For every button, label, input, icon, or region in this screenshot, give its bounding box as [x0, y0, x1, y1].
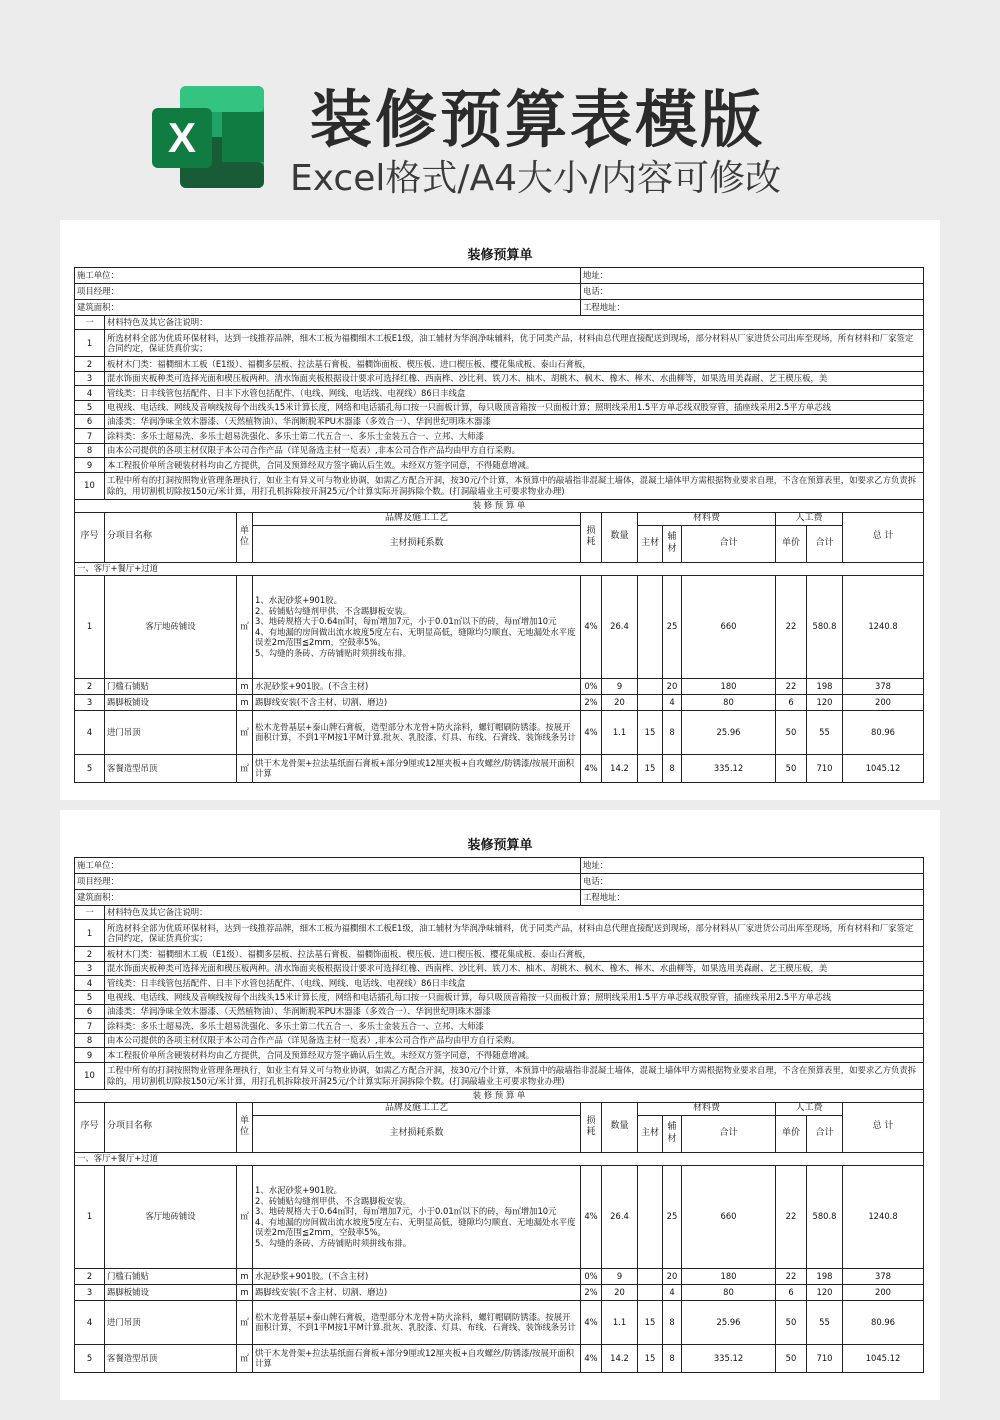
sub-title: 装 修 预 算 单	[75, 1089, 924, 1102]
col-aux: 辅材	[663, 525, 682, 562]
row-labor-price: 50	[776, 1344, 807, 1372]
note-number: 4	[75, 386, 105, 400]
row-name: 客厅地砖铺设	[105, 1165, 237, 1268]
row-labor-total: 198	[807, 1268, 843, 1284]
row-mat-total: 660	[682, 1165, 776, 1268]
sheet-title: 装修预算单	[467, 248, 533, 263]
col-material: 材料费	[638, 1102, 776, 1115]
row-labor-total: 55	[807, 1300, 843, 1344]
col-no: 序号	[75, 1102, 105, 1152]
row-unit: m	[237, 1284, 253, 1300]
row-no: 2	[75, 678, 105, 694]
row-loss: 2%	[581, 694, 602, 710]
row-labor-price: 22	[776, 1165, 807, 1268]
row-labor-total: 55	[807, 710, 843, 754]
row-loss: 0%	[581, 1268, 602, 1284]
col-loss: 损耗	[581, 1102, 602, 1152]
info-area: 建筑面积：	[75, 890, 581, 906]
row-name: 踢脚板铺设	[105, 694, 237, 710]
row-desc: 烘干木龙骨架+拉法基纸面石膏板+部分9厘或12厘夹板+自攻螺丝/防锈漆/按展开面积计算	[253, 1344, 581, 1372]
note-number: 1	[75, 920, 105, 947]
note-text: 工程中所有的打洞按照物业管理条理执行，如业主有异义可与物业协调，如需乙方配合开洞，按30元/个计算，本预算中的敲墙指非混凝土墙体，混凝土墙体甲方需根据物业要求自理，不含在预算表里，如要求乙方负责拆除的，用切割机切除按150元/米计算，用打孔机拆除按开洞25元/个计算实际开洞拆除个数。(打洞敲墙业主可要求物业办理)	[105, 1062, 924, 1089]
col-labor: 人工费	[776, 512, 843, 525]
col-name: 分项目名称	[105, 1102, 237, 1152]
row-qty: 9	[602, 1268, 638, 1284]
row-labor-total: 580.8	[807, 575, 843, 678]
col-labor-price: 单价	[776, 525, 807, 562]
row-no: 4	[75, 710, 105, 754]
row-aux: 8	[663, 1344, 682, 1372]
row-desc: 1、水泥砂浆+901胶。 2、砖铺贴勾缝剂甲供、不含踢脚板安装。 3、地砖规格大于0.64㎡时，每㎡增加7元，小于0.01㎡以下的砖，每㎡增加10元 4、有地漏的房间做出流水坡度5度左右、无明显高低，缝隙均匀顺直、无地漏处水平度误差2m范围≦2mm，空鼓率5%。 5、勾缝的条砖、方砖铺贴时须拼线布排。	[253, 1165, 581, 1268]
info-phone: 电话：	[581, 874, 924, 890]
row-desc: 踢脚线安装(不含主材、切割、磨边)	[253, 694, 581, 710]
info-address: 地址：	[581, 268, 924, 284]
row-labor-total: 120	[807, 694, 843, 710]
note-text: 油漆类：华润净味全效木器漆、（天然植物油）、华润断脱苯PU木器漆（多效合一）、华润世纪明珠木器漆	[105, 414, 924, 428]
info-phone: 电话：	[581, 284, 924, 300]
sub-title: 装 修 预 算 单	[75, 499, 924, 512]
row-main: 15	[638, 1300, 663, 1344]
notes-number: 一	[75, 316, 105, 330]
note-number: 5	[75, 400, 105, 414]
note-number: 1	[75, 330, 105, 357]
row-name: 进门吊顶	[105, 710, 237, 754]
banner-subtitle: Excel格式/A4大小/内容可修改	[290, 158, 782, 199]
row-desc: 水泥砂浆+901胶。(不含主材)	[253, 1268, 581, 1284]
table-row	[75, 1268, 924, 1284]
row-no: 3	[75, 1284, 105, 1300]
row-no: 1	[75, 1165, 105, 1268]
row-qty: 1.1	[602, 1300, 638, 1344]
note-text: 涂料类：多乐士超易洗、多乐士超易洗强化、多乐士第二代五合一、多乐士金装五合一、立邦、大师漆	[105, 1019, 924, 1033]
note-text: 油漆类：华润净味全效木器漆、（天然植物油）、华润断脱苯PU木器漆（多效合一）、华润世纪明珠木器漆	[105, 1004, 924, 1018]
table-row	[75, 678, 924, 694]
row-aux: 25	[663, 575, 682, 678]
section-label: 一、客厅+餐厅+过道	[75, 562, 924, 575]
col-unit: 单位	[237, 512, 253, 562]
row-total: 1240.8	[843, 1165, 924, 1268]
row-qty: 14.2	[602, 754, 638, 782]
note-number: 2	[75, 947, 105, 961]
note-number: 4	[75, 976, 105, 990]
row-main	[638, 694, 663, 710]
row-mat-total: 335.12	[682, 1344, 776, 1372]
note-text: 由本公司提供的各项主材仅限于本公司合作产品（详见备选主材一览表）,非本公司合作产品均由甲方自行采购。	[105, 1033, 924, 1047]
row-qty: 14.2	[602, 1344, 638, 1372]
row-main: 15	[638, 710, 663, 754]
col-loss: 损耗	[581, 512, 602, 562]
row-labor-price: 50	[776, 710, 807, 754]
note-text: 本工程报价单所含硬装材料均由乙方提供，合同及预算经双方签字确认后生效。未经双方签字同意，不得随意增减。	[105, 458, 924, 472]
notes-number: 一	[75, 906, 105, 920]
col-total: 总 计	[843, 1102, 924, 1152]
row-labor-total: 710	[807, 754, 843, 782]
table-row	[75, 694, 924, 710]
row-unit: m	[237, 694, 253, 710]
row-desc: 松木龙骨基层+泰山牌石膏板，造型部分木龙骨+防火涂料，螺钉帽刷防锈漆。按展开面积计算，不到1平M按1平M计算.批灰、乳胶漆、灯具、布线、石膏线、装饰线条另计	[253, 1300, 581, 1344]
row-unit: ㎡	[237, 575, 253, 678]
row-aux: 20	[663, 678, 682, 694]
info-manager: 项目经理：	[75, 284, 581, 300]
row-total: 378	[843, 1268, 924, 1284]
row-labor-price: 6	[776, 694, 807, 710]
row-labor-total: 580.8	[807, 1165, 843, 1268]
section-label: 一、客厅+餐厅+过道	[75, 1152, 924, 1165]
row-mat-total: 80	[682, 694, 776, 710]
note-text: 涂料类：多乐士超易洗、多乐士超易洗强化、多乐士第二代五合一、多乐士金装五合一、立邦、大师漆	[105, 429, 924, 443]
row-unit: ㎡	[237, 1344, 253, 1372]
row-unit: ㎡	[237, 1300, 253, 1344]
note-number: 8	[75, 1033, 105, 1047]
note-number: 3	[75, 371, 105, 385]
info-manager: 项目经理：	[75, 874, 581, 890]
col-main: 主材	[638, 525, 663, 562]
note-text: 所选材料全部为优质环保材料，达到一线推荐品牌，细木工板为福橺细木工板E1级，油工辅材为华润净味辅料，优于同类产品，材料由总代理直接配送到现场，部分材料从厂家进货公司出库至现场，所有材料和厂家签定合同约定，保证货真价实；	[105, 330, 924, 357]
col-name: 分项目名称	[105, 512, 237, 562]
row-aux: 4	[663, 1284, 682, 1300]
note-number: 7	[75, 429, 105, 443]
row-aux: 4	[663, 694, 682, 710]
row-mat-total: 660	[682, 575, 776, 678]
row-loss: 0%	[581, 678, 602, 694]
row-total: 80.96	[843, 1300, 924, 1344]
row-name: 门槛石铺贴	[105, 1268, 237, 1284]
row-qty: 26.4	[602, 1165, 638, 1268]
row-name: 门槛石铺贴	[105, 678, 237, 694]
note-text: 工程中所有的打洞按照物业管理条理执行，如业主有异义可与物业协调，如需乙方配合开洞，按30元/个计算，本预算中的敲墙指非混凝土墙体，混凝土墙体甲方需根据物业要求自理，不含在预算表里，如要求乙方负责拆除的，用切割机切除按150元/米计算，用打孔机拆除按开洞25元/个计算实际开洞拆除个数。(打洞敲墙业主可要求物业办理)	[105, 472, 924, 499]
budget-sheet-2	[60, 810, 940, 1400]
row-unit: ㎡	[237, 1165, 253, 1268]
table-row	[75, 710, 924, 754]
row-qty: 1.1	[602, 710, 638, 754]
row-name: 客餐造型吊顶	[105, 754, 237, 782]
table-row	[75, 1300, 924, 1344]
row-labor-total: 198	[807, 678, 843, 694]
row-qty: 26.4	[602, 575, 638, 678]
row-loss: 4%	[581, 1300, 602, 1344]
note-number: 7	[75, 1019, 105, 1033]
row-no: 1	[75, 575, 105, 678]
col-brand-loss: 主材损耗系数	[253, 1115, 581, 1152]
row-main	[638, 1284, 663, 1300]
row-name: 踢脚板铺设	[105, 1284, 237, 1300]
row-mat-total: 25.96	[682, 1300, 776, 1344]
row-qty: 20	[602, 694, 638, 710]
col-labor-total: 合计	[807, 1115, 843, 1152]
note-text: 本工程报价单所含硬装材料均由乙方提供，合同及预算经双方签字确认后生效。未经双方签字同意，不得随意增减。	[105, 1048, 924, 1062]
note-text: 混水饰面夹板种类可选择光面和楔压板两种。清水饰面夹板根据设计要求可选择红橡、西南桦、沙比利、铁刀木、柚木、胡桃木、枫木、橡木、榉木、水曲柳等，如果选用美森耐、艺王楔压板，美	[105, 961, 924, 975]
col-labor-price: 单价	[776, 1115, 807, 1152]
excel-logo-icon	[150, 82, 268, 192]
note-number: 2	[75, 357, 105, 371]
row-loss: 4%	[581, 575, 602, 678]
row-mat-total: 180	[682, 678, 776, 694]
col-mat-total: 合计	[682, 1115, 776, 1152]
note-number: 5	[75, 990, 105, 1004]
row-main: 15	[638, 1344, 663, 1372]
row-labor-total: 120	[807, 1284, 843, 1300]
row-labor-price: 22	[776, 575, 807, 678]
row-labor-total: 710	[807, 1344, 843, 1372]
note-text: 电视线、电话线、网线及音响线按每个出线头15米计算长度，网络和电话插孔每口按一只面板计算，每只吸顶音箱按一只面板计算；照明线采用1.5平方单芯线双股穿管，插座线采用2.5平方单芯线	[105, 990, 924, 1004]
col-material: 材料费	[638, 512, 776, 525]
notes-title: 材料特色及其它备注说明：	[105, 316, 924, 330]
col-brand: 品牌及施工工艺	[253, 512, 581, 525]
row-loss: 2%	[581, 1284, 602, 1300]
note-number: 10	[75, 1062, 105, 1089]
note-text: 混水饰面夹板种类可选择光面和楔压板两种。清水饰面夹板根据设计要求可选择红橡、西南桦、沙比利、铁刀木、柚木、胡桃木、枫木、橡木、榉木、水曲柳等，如果选用美森耐、艺王楔压板，美	[105, 371, 924, 385]
col-aux: 辅材	[663, 1115, 682, 1152]
row-total: 1045.12	[843, 1344, 924, 1372]
row-unit: ㎡	[237, 754, 253, 782]
info-area: 建筑面积：	[75, 300, 581, 316]
note-number: 10	[75, 472, 105, 499]
col-qty: 数量	[602, 1102, 638, 1152]
row-mat-total: 335.12	[682, 754, 776, 782]
row-qty: 9	[602, 678, 638, 694]
note-number: 8	[75, 443, 105, 457]
row-desc: 水泥砂浆+901胶。(不含主材)	[253, 678, 581, 694]
row-main: 15	[638, 754, 663, 782]
row-total: 200	[843, 1284, 924, 1300]
col-mat-total: 合计	[682, 525, 776, 562]
info-site: 工程地址：	[581, 890, 924, 906]
note-number: 9	[75, 458, 105, 472]
row-loss: 4%	[581, 754, 602, 782]
note-text: 管线类：日丰线管包括配件、日丰下水管包括配件、（电线、网线、电话线、电视线）86日丰线盒	[105, 386, 924, 400]
row-total: 378	[843, 678, 924, 694]
row-desc: 1、水泥砂浆+901胶。 2、砖铺贴勾缝剂甲供、不含踢脚板安装。 3、地砖规格大于0.64㎡时，每㎡增加7元，小于0.01㎡以下的砖，每㎡增加10元 4、有地漏的房间做出流水坡度5度左右、无明显高低，缝隙均匀顺直、无地漏处水平度误差2m范围≦2mm，空鼓率5%。 5、勾缝的条砖、方砖铺贴时须拼线布排。	[253, 575, 581, 678]
col-labor: 人工费	[776, 1102, 843, 1115]
note-text: 板材木门类：福橺细木工板（E1级）、福橺多层板、拉法基石膏板、福橺饰面板、楔压板、进口楔压板、樱花集成板、泰山石膏板，	[105, 357, 924, 371]
info-site: 工程地址：	[581, 300, 924, 316]
row-aux: 20	[663, 1268, 682, 1284]
note-number: 3	[75, 961, 105, 975]
row-no: 3	[75, 694, 105, 710]
row-loss: 4%	[581, 1165, 602, 1268]
row-desc: 松木龙骨基层+泰山牌石膏板，造型部分木龙骨+防火涂料，螺钉帽刷防锈漆。按展开面积计算，不到1平M按1平M计算.批灰、乳胶漆、灯具、布线、石膏线、装饰线条另计	[253, 710, 581, 754]
row-main	[638, 678, 663, 694]
row-name: 客餐造型吊顶	[105, 1344, 237, 1372]
budget-table	[74, 267, 924, 783]
row-total: 1240.8	[843, 575, 924, 678]
col-brand-loss: 主材损耗系数	[253, 525, 581, 562]
banner-title: 装修预算表模版	[310, 83, 766, 156]
row-unit: ㎡	[237, 710, 253, 754]
row-unit: m	[237, 1268, 253, 1284]
row-labor-price: 50	[776, 754, 807, 782]
row-qty: 20	[602, 1284, 638, 1300]
table-row	[75, 1344, 924, 1372]
row-total: 1045.12	[843, 754, 924, 782]
row-mat-total: 25.96	[682, 710, 776, 754]
col-qty: 数量	[602, 512, 638, 562]
col-main: 主材	[638, 1115, 663, 1152]
row-no: 4	[75, 1300, 105, 1344]
note-text: 管线类：日丰线管包括配件、日丰下水管包括配件、（电线、网线、电话线、电视线）86日丰线盒	[105, 976, 924, 990]
budget-table	[74, 857, 924, 1373]
row-main	[638, 575, 663, 678]
row-aux: 25	[663, 1165, 682, 1268]
row-mat-total: 80	[682, 1284, 776, 1300]
note-number: 6	[75, 1004, 105, 1018]
table-row	[75, 575, 924, 678]
row-aux: 8	[663, 1300, 682, 1344]
row-no: 5	[75, 1344, 105, 1372]
col-unit: 单位	[237, 1102, 253, 1152]
note-text: 由本公司提供的各项主材仅限于本公司合作产品（详见备选主材一览表）,非本公司合作产品均由甲方自行采购。	[105, 443, 924, 457]
col-labor-total: 合计	[807, 525, 843, 562]
info-unit: 施工单位：	[75, 858, 581, 874]
row-labor-price: 6	[776, 1284, 807, 1300]
info-unit: 施工单位：	[75, 268, 581, 284]
row-name: 进门吊顶	[105, 1300, 237, 1344]
row-aux: 8	[663, 710, 682, 754]
row-no: 5	[75, 754, 105, 782]
row-total: 200	[843, 694, 924, 710]
col-brand: 品牌及施工工艺	[253, 1102, 581, 1115]
row-labor-price: 22	[776, 678, 807, 694]
row-loss: 4%	[581, 710, 602, 754]
notes-title: 材料特色及其它备注说明：	[105, 906, 924, 920]
info-address: 地址：	[581, 858, 924, 874]
table-row	[75, 1284, 924, 1300]
row-main	[638, 1268, 663, 1284]
table-row	[75, 1165, 924, 1268]
col-total: 总 计	[843, 512, 924, 562]
note-number: 9	[75, 1048, 105, 1062]
row-aux: 8	[663, 754, 682, 782]
row-unit: m	[237, 678, 253, 694]
row-total: 80.96	[843, 710, 924, 754]
budget-sheet-1	[60, 220, 940, 800]
col-no: 序号	[75, 512, 105, 562]
row-no: 2	[75, 1268, 105, 1284]
note-text: 板材木门类：福橺细木工板（E1级）、福橺多层板、拉法基石膏板、福橺饰面板、楔压板、进口楔压板、樱花集成板、泰山石膏板，	[105, 947, 924, 961]
note-text: 所选材料全部为优质环保材料，达到一线推荐品牌，细木工板为福橺细木工板E1级，油工辅材为华润净味辅料，优于同类产品，材料由总代理直接配送到现场，部分材料从厂家进货公司出库至现场，所有材料和厂家签定合同约定，保证货真价实；	[105, 920, 924, 947]
note-number: 6	[75, 414, 105, 428]
row-mat-total: 180	[682, 1268, 776, 1284]
row-labor-price: 50	[776, 1300, 807, 1344]
row-name: 客厅地砖铺设	[105, 575, 237, 678]
banner	[0, 0, 1000, 220]
row-desc: 踢脚线安装(不含主材、切割、磨边)	[253, 1284, 581, 1300]
table-row	[75, 754, 924, 782]
row-main	[638, 1165, 663, 1268]
note-text: 电视线、电话线、网线及音响线按每个出线头15米计算长度，网络和电话插孔每口按一只面板计算，每只吸顶音箱按一只面板计算；照明线采用1.5平方单芯线双股穿管，插座线采用2.5平方单芯线	[105, 400, 924, 414]
row-labor-price: 22	[776, 1268, 807, 1284]
row-loss: 4%	[581, 1344, 602, 1372]
sheet-title: 装修预算单	[467, 838, 533, 853]
row-desc: 烘干木龙骨架+拉法基纸面石膏板+部分9厘或12厘夹板+自攻螺丝/防锈漆/按展开面积计算	[253, 754, 581, 782]
logo-letter: X	[167, 114, 197, 161]
